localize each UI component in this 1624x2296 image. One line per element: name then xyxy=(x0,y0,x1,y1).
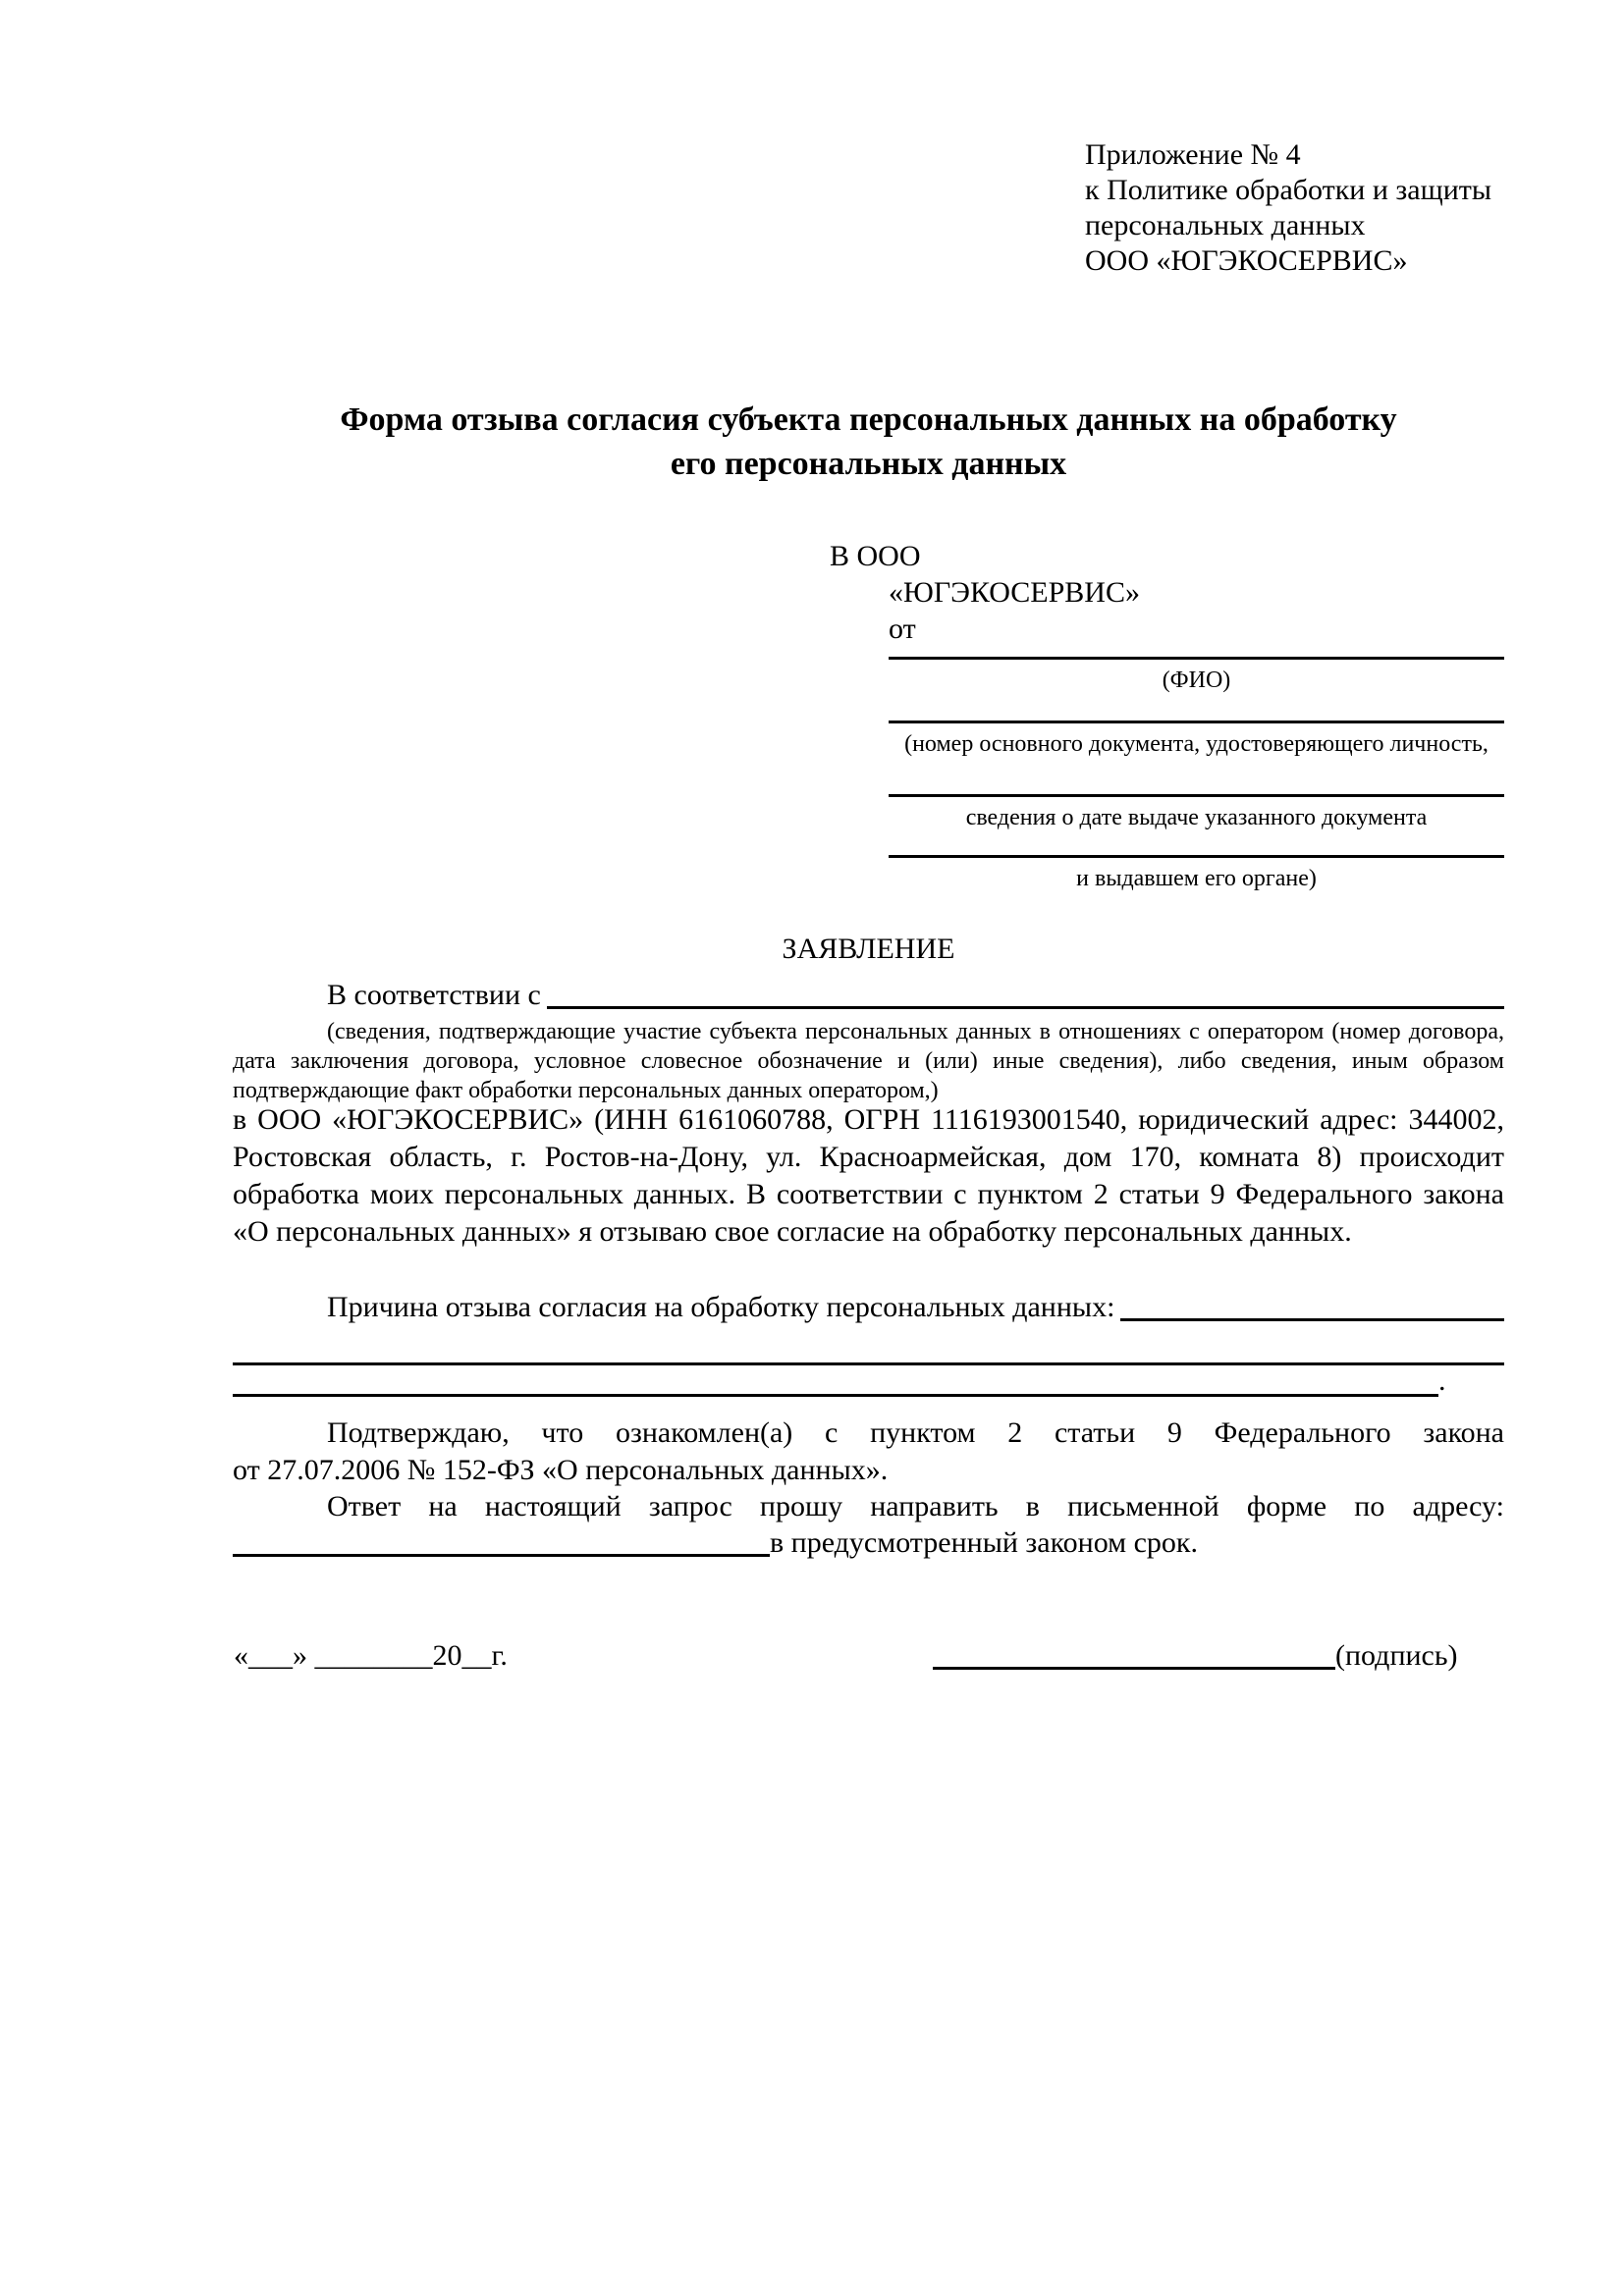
document-number-caption: (номер основного документа, удостоверяющего личность, xyxy=(904,731,1489,757)
reply-tail: в предусмотренный законом срок. xyxy=(770,1526,1198,1559)
confirmation-line2: от 27.07.2006 № 152-ФЗ «О персональных данных». xyxy=(233,1454,889,1486)
issuing-authority-field-line[interactable] xyxy=(889,855,1504,858)
according-prefix: В соответствии с xyxy=(327,979,541,1011)
fio-field-line[interactable] xyxy=(889,657,1504,660)
according-row xyxy=(233,977,1504,1014)
reason-field-line[interactable] xyxy=(1120,1318,1504,1321)
issue-date-caption: сведения о дате выдаче указанного документа xyxy=(965,805,1428,830)
reason-prefix: Причина отзыва согласия на обработку персональных данных: xyxy=(327,1291,1115,1323)
according-field-line[interactable] xyxy=(547,1006,1504,1009)
reply-address-field-line[interactable] xyxy=(233,1554,770,1557)
document-number-field-line[interactable] xyxy=(889,721,1504,723)
addressee-to-org-prefix: В ООО xyxy=(830,540,921,572)
addressee-org-name: «ЮГЭКОСЕРВИС» xyxy=(889,576,1140,609)
statement-heading: ЗАЯВЛЕНИЕ xyxy=(782,933,955,965)
reason-blank-line-2-row xyxy=(233,1364,1504,1397)
blank-line-period: . xyxy=(1438,1364,1446,1397)
according-fill-hint: (сведения, подтверждающие участие субъекта персональных данных в отношениях с оператором (номер договора, дата заключения договора, условное словесное обозначение и (или) иные сведения), либо сведения, иным образом подтверждающие факт обработки персональных данных оператором,) xyxy=(233,1019,1504,1103)
signature-row xyxy=(933,1637,1504,1675)
confirmation-line1: Подтверждаю, что ознакомлен(а) с пунктом 2 статьи 9 Федерального закона xyxy=(327,1416,1504,1449)
reason-row xyxy=(233,1289,1504,1326)
signature-caption: (подпись) xyxy=(1335,1639,1458,1672)
appendix-header-line: ООО «ЮГЭКОСЕРВИС» xyxy=(1085,244,1408,277)
reply-address-row xyxy=(233,1524,1504,1562)
document-title-line1: Форма отзыва согласия субъекта персональных данных на обработку xyxy=(340,401,1397,438)
statement-body: в ООО «ЮГЭКОСЕРВИС» (ИНН 6161060788, ОГРН 1116193001540, юридический адрес: 344002, Ростовская область, г. Ростов-на-Дону, ул. Красноармейская, дом 170, комната 8) происходит обработка моих персональных данных. В соответствии с пунктом 2 статьи 9 Федерального закона «О персональных данных» я отзываю свое согласие на обработку персональных данных. xyxy=(233,1103,1504,1248)
appendix-header xyxy=(1085,137,1507,279)
addressee-from-label: от xyxy=(889,613,916,645)
document-title-line2: его персональных данных xyxy=(670,446,1067,482)
appendix-header-line: персональных данных xyxy=(1085,209,1366,241)
issue-date-field-line[interactable] xyxy=(889,794,1504,797)
appendix-header-line: к Политике обработки и защиты xyxy=(1085,174,1492,206)
document-title xyxy=(233,398,1504,486)
signature-field-line[interactable] xyxy=(933,1667,1335,1670)
issuing-authority-caption: и выдавшем его органе) xyxy=(1076,866,1317,891)
reply-request-line: Ответ на настоящий запрос прошу направить в письменной форме по адресу: xyxy=(327,1490,1504,1522)
appendix-header-line: Приложение № 4 xyxy=(1085,138,1301,171)
date-blank[interactable]: «___» ________20__г. xyxy=(234,1639,508,1672)
fio-caption: (ФИО) xyxy=(1162,667,1231,693)
confirmation-paragraph xyxy=(233,1415,1504,1489)
reason-blank-line-2[interactable] xyxy=(233,1394,1438,1397)
